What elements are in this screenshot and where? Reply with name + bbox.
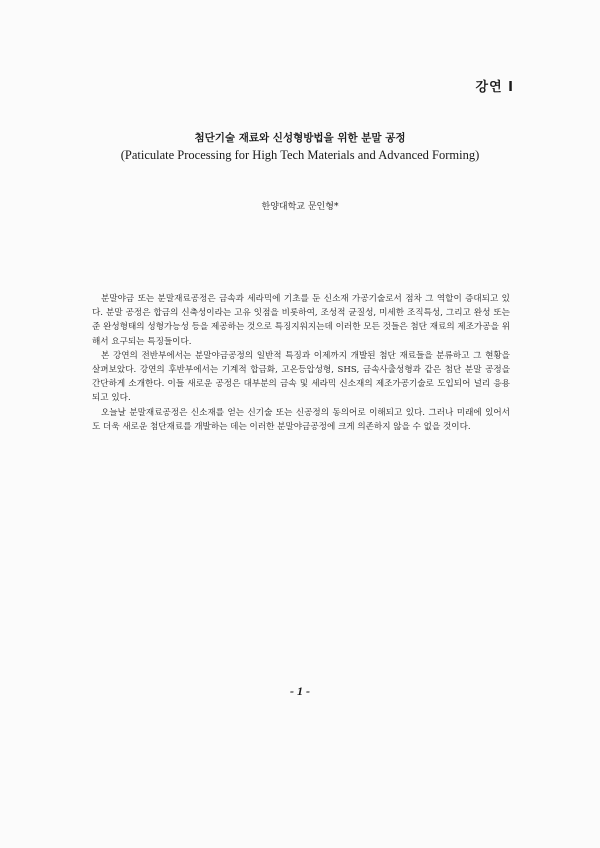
page-number: - 1 -: [290, 684, 310, 698]
abstract-body: [92, 292, 510, 434]
author-affiliation: 한양대학교 문인형*: [261, 202, 339, 212]
title-english: (Paticulate Processing for High Tech Materials and Advanced Forming): [120, 148, 480, 162]
paragraph-1: 분말야금 또는 분말재료공정은 금속과 세라믹에 기초를 둔 신소재 가공기술로서 점차 그 역할이 증대되고 있다. 분말 공정은 합금의 신축성이라는 고유 잇점을 비롯하여, 조성적 균질성, 미세한 조직특성, 그리고 완성 또는 준 완성형태의 성형가능성 등을 제공하는 것으로 특징지워지는데 이러한 모든 것들은 첨단 재료의 제조가공을 위해서 요구되는 특징들이다.: [92, 294, 510, 347]
lecture-tag: 강연 I: [475, 80, 514, 95]
title-korean: 첨단기술 재료와 신성형방법을 위한 분말 공정: [194, 132, 406, 144]
paragraph-3: 오늘날 분말재료공정은 신소재를 얻는 신기술 또는 신공정의 동의어로 이해되고 있다. 그러나 미래에 있어서도 더욱 새로운 첨단재료를 개발하는 데는 이러한 분말야금공정에 크게 의존하지 않을 수 없을 것이다.: [92, 407, 510, 432]
paragraph-2: 본 강연의 전반부에서는 분말야금공정의 일반적 특징과 이제까지 개발된 첨단 재료들을 분류하고 그 현황을 살펴보았다. 강연의 후반부에서는 기계적 합금화, 고온등압성형, SHS, 금속사출성형과 같은 첨단 분말 공정을 간단하게 소개한다. 이들 새로운 공정은 대부분의 금속 및 세라믹 신소재의 제조가공기술로 도입되어 널리 응용되고 있다.: [92, 350, 510, 404]
